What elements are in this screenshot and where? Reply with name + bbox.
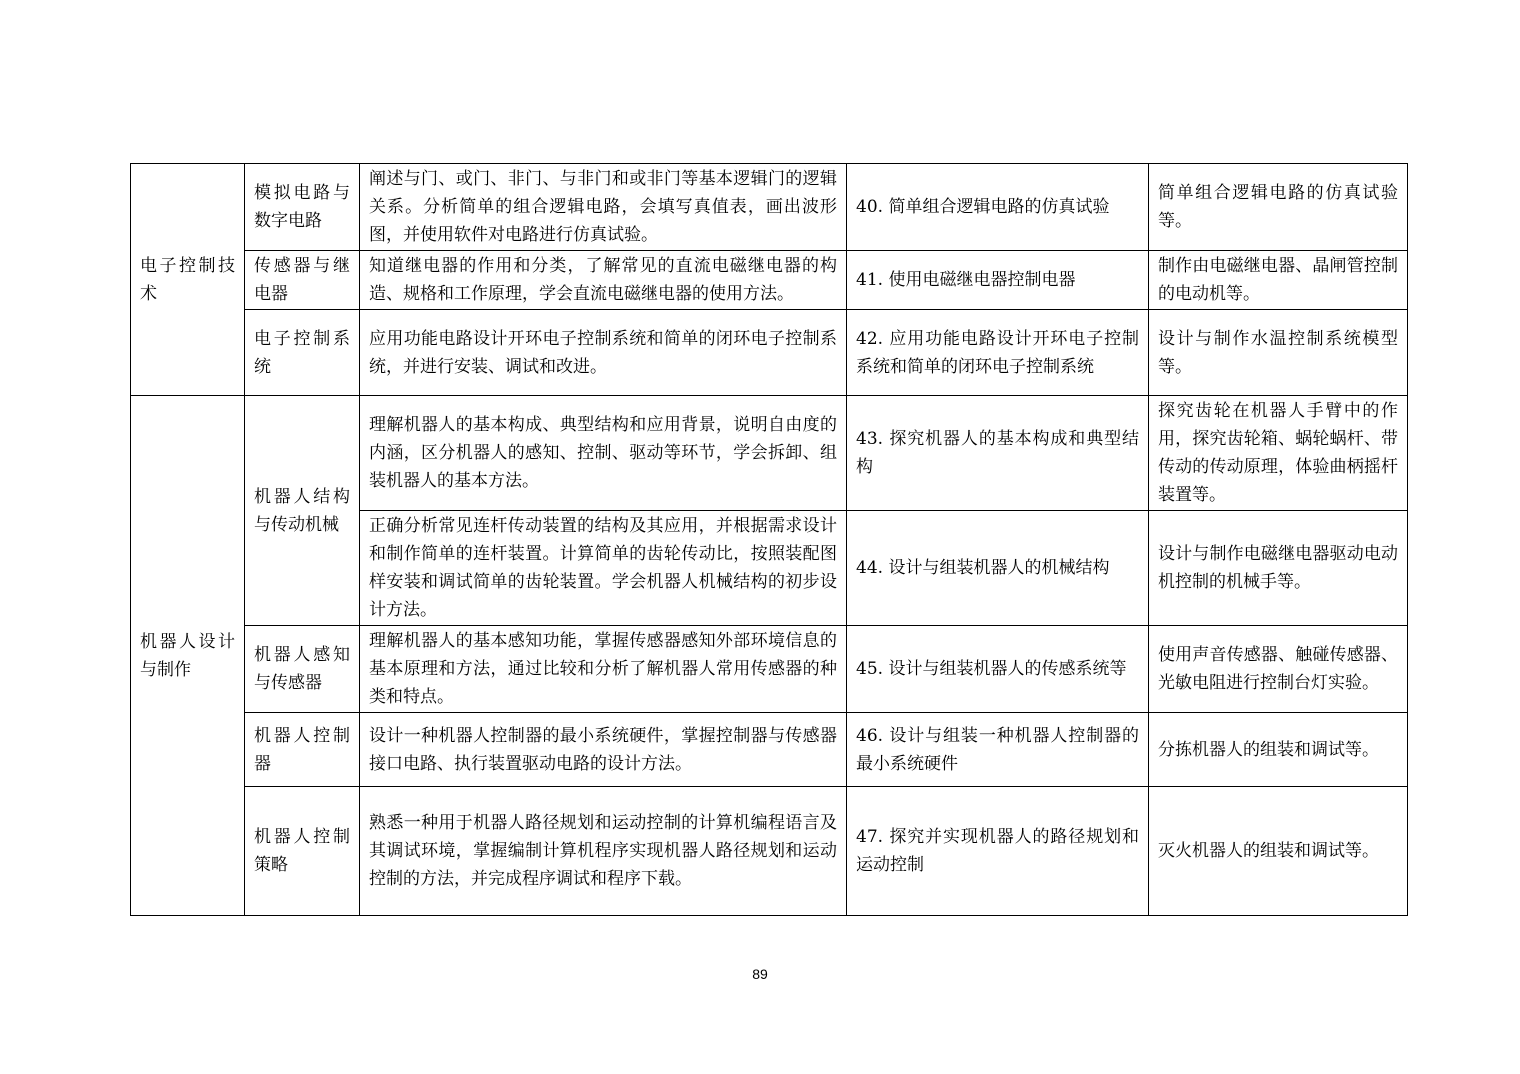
requirement-cell: 熟悉一种用于机器人路径规划和运动控制的计算机编程语言及其调试环境，掌握编制计算机程序实现机器人路径规划和运动控制的方法，并完成程序调试和程序下载。 bbox=[360, 787, 847, 916]
table-row bbox=[131, 164, 1408, 251]
example-cell: 分拣机器人的组装和调试等。 bbox=[1149, 713, 1408, 787]
example-cell: 制作由电磁继电器、晶闸管控制的电动机等。 bbox=[1149, 251, 1408, 310]
experiment-cell: 47. 探究并实现机器人的路径规划和运动控制 bbox=[847, 787, 1149, 916]
requirement-cell: 阐述与门、或门、非门、与非门和或非门等基本逻辑门的逻辑关系。分析简单的组合逻辑电路，会填写真值表，画出波形图，并使用软件对电路进行仿真试验。 bbox=[360, 164, 847, 251]
table-row bbox=[131, 713, 1408, 787]
example-cell: 使用声音传感器、触碰传感器、光敏电阻进行控制台灯实验。 bbox=[1149, 626, 1408, 713]
requirement-cell: 理解机器人的基本感知功能，掌握传感器感知外部环境信息的基本原理和方法，通过比较和分析了解机器人常用传感器的种类和特点。 bbox=[360, 626, 847, 713]
requirement-cell: 理解机器人的基本构成、典型结构和应用背景，说明自由度的内涵，区分机器人的感知、控制、驱动等环节，学会拆卸、组装机器人的基本方法。 bbox=[360, 396, 847, 511]
experiment-cell: 42. 应用功能电路设计开环电子控制系统和简单的闭环电子控制系统 bbox=[847, 310, 1149, 396]
topic-cell: 电子控制系统 bbox=[245, 310, 360, 396]
topic-cell: 机器人感知与传感器 bbox=[245, 626, 360, 713]
topic-cell: 传感器与继电器 bbox=[245, 251, 360, 310]
requirement-cell: 正确分析常见连杆传动装置的结构及其应用，并根据需求设计和制作简单的连杆装置。计算简单的齿轮传动比，按照装配图样安装和调试简单的齿轮装置。学会机器人机械结构的初步设计方法。 bbox=[360, 511, 847, 626]
topic-cell: 机器人控制器 bbox=[245, 713, 360, 787]
experiment-cell: 43. 探究机器人的基本构成和典型结构 bbox=[847, 396, 1149, 511]
example-cell: 简单组合逻辑电路的仿真试验等。 bbox=[1149, 164, 1408, 251]
table-row bbox=[131, 310, 1408, 396]
topic-cell: 模拟电路与数字电路 bbox=[245, 164, 360, 251]
experiment-cell: 44. 设计与组装机器人的机械结构 bbox=[847, 511, 1149, 626]
topic-cell: 机器人控制策略 bbox=[245, 787, 360, 916]
page-number: 89 bbox=[752, 966, 768, 982]
example-cell: 灭火机器人的组装和调试等。 bbox=[1149, 787, 1408, 916]
experiment-cell: 46. 设计与组装一种机器人控制器的最小系统硬件 bbox=[847, 713, 1149, 787]
table-row bbox=[131, 396, 1408, 511]
requirement-cell: 应用功能电路设计开环电子控制系统和简单的闭环电子控制系统，并进行安装、调试和改进。 bbox=[360, 310, 847, 396]
requirement-cell: 设计一种机器人控制器的最小系统硬件，掌握控制器与传感器接口电路、执行装置驱动电路的设计方法。 bbox=[360, 713, 847, 787]
module-cell: 电子控制技术 bbox=[131, 164, 245, 396]
experiment-cell: 45. 设计与组装机器人的传感系统等 bbox=[847, 626, 1149, 713]
table-row bbox=[131, 626, 1408, 713]
experiment-cell: 41. 使用电磁继电器控制电器 bbox=[847, 251, 1149, 310]
example-cell: 设计与制作水温控制系统模型等。 bbox=[1149, 310, 1408, 396]
experiment-cell: 40. 简单组合逻辑电路的仿真试验 bbox=[847, 164, 1149, 251]
example-cell: 设计与制作电磁继电器驱动电动机控制的机械手等。 bbox=[1149, 511, 1408, 626]
module-cell: 机器人设计与制作 bbox=[131, 396, 245, 916]
topic-cell: 机器人结构与传动机械 bbox=[245, 396, 360, 626]
requirement-cell: 知道继电器的作用和分类，了解常见的直流电磁继电器的构造、规格和工作原理，学会直流电磁继电器的使用方法。 bbox=[360, 251, 847, 310]
curriculum-table bbox=[130, 163, 1408, 916]
example-cell: 探究齿轮在机器人手臂中的作用，探究齿轮箱、蜗轮蜗杆、带传动的传动原理，体验曲柄摇杆装置等。 bbox=[1149, 396, 1408, 511]
table-row bbox=[131, 251, 1408, 310]
table-row bbox=[131, 787, 1408, 916]
